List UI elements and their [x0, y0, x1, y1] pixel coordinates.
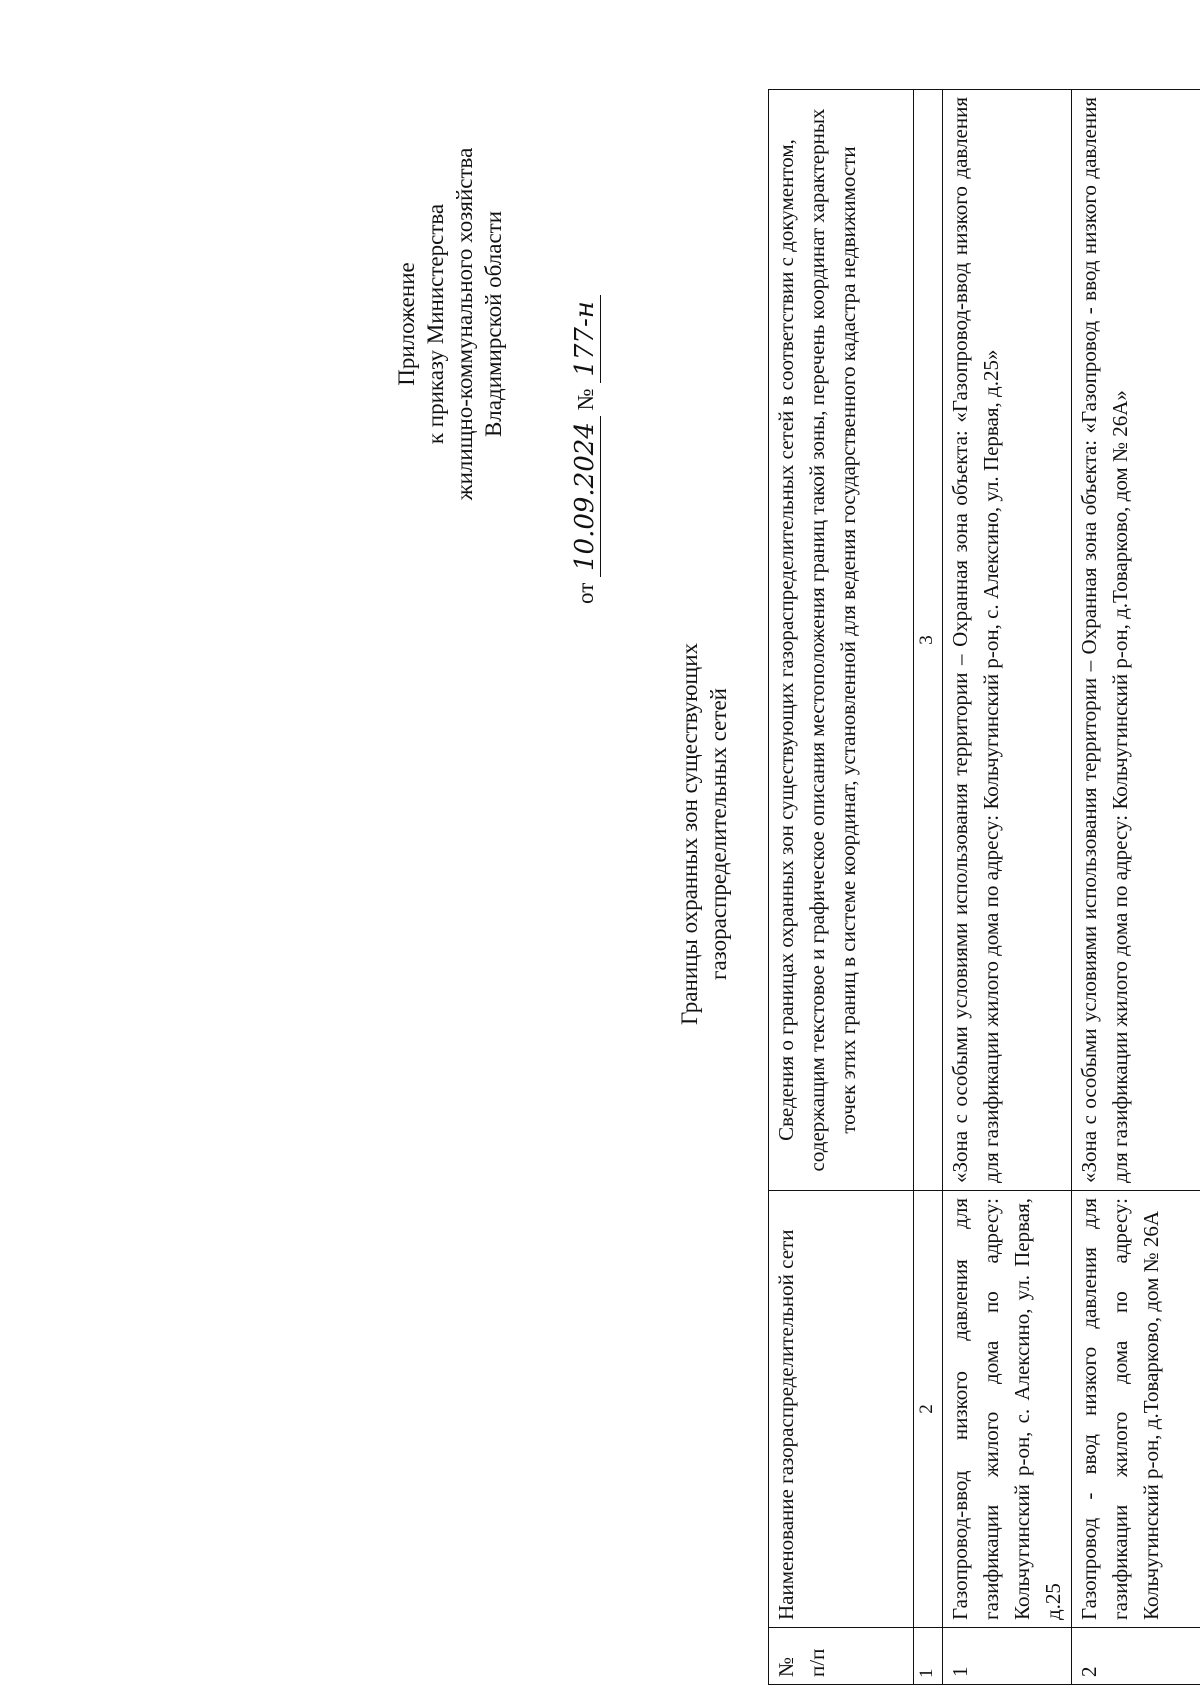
network-name: Газопровод-ввод низкого давления для газификации жилого дома по адресу: Кольчугинский р-он, с. Алексино, ул. Первая, д.25 [943, 1191, 1072, 1628]
order-date: 10.09.2024 [570, 416, 601, 577]
appendix-line: Приложение [394, 262, 419, 386]
table-row [1072, 90, 1200, 1685]
order-date-number [570, 44, 600, 604]
row-number: 1 [943, 1628, 1072, 1685]
zone-info: «Зона с особыми условиями использования территории – Охранная зона объекта: «Газопровод - ввод низкого давления для газификации жилого дома по адресу: Кольчугинский р-он, д.Товарково, дом № 26А» [1072, 90, 1200, 1191]
row-number: 2 [1072, 1628, 1200, 1685]
number-prefix: № [573, 388, 598, 411]
appendix-block [392, 64, 508, 584]
header-zone-info: Сведения о границах охранных зон существующих газораспределительных сетей в соответствии с документом, содержащим текстовое и графическое описания местоположения границ такой зоны, перечень координат характерных точек этих границ в системе координат, установленной для ведения государственного кадастра недвижимости [769, 90, 914, 1191]
column-number: 2 [914, 1191, 943, 1628]
header-network-name: Наименование газораспределительной сети [769, 1191, 914, 1628]
zone-info: «Зона с особыми условиями использования территории – Охранная зона объекта: «Газопровод-ввод низкого давления для газификации жилого дома по адресу: Кольчугинский р-он, с. Алексино, ул. Первая, д.25» [943, 90, 1072, 1191]
document-title [675, 524, 733, 1144]
column-number: 1 [914, 1628, 943, 1685]
appendix-line: к приказу Министерства [423, 203, 448, 445]
order-number: 177-н [570, 295, 601, 383]
column-number-row [914, 90, 943, 1685]
header-number: № п/п [769, 1628, 914, 1685]
title-line-2: газораспределительных сетей [706, 688, 731, 980]
table-row [943, 90, 1072, 1685]
protection-zones-table [768, 89, 1200, 1685]
column-number: 3 [914, 90, 943, 1191]
table-header-row [769, 90, 914, 1685]
rotated-sheet [300, 0, 1163, 1704]
date-prefix: от [573, 582, 598, 604]
appendix-line: Владимирской области [481, 210, 506, 438]
appendix-line: жилищно-коммунального хозяйства [452, 147, 477, 501]
network-name: Газопровод - ввод низкого давления для газификации жилого дома по адресу: Кольчугинский р-он, д.Товарково, дом № 26А [1072, 1191, 1200, 1628]
title-line-1: Границы охранных зон существующих [677, 642, 702, 1026]
